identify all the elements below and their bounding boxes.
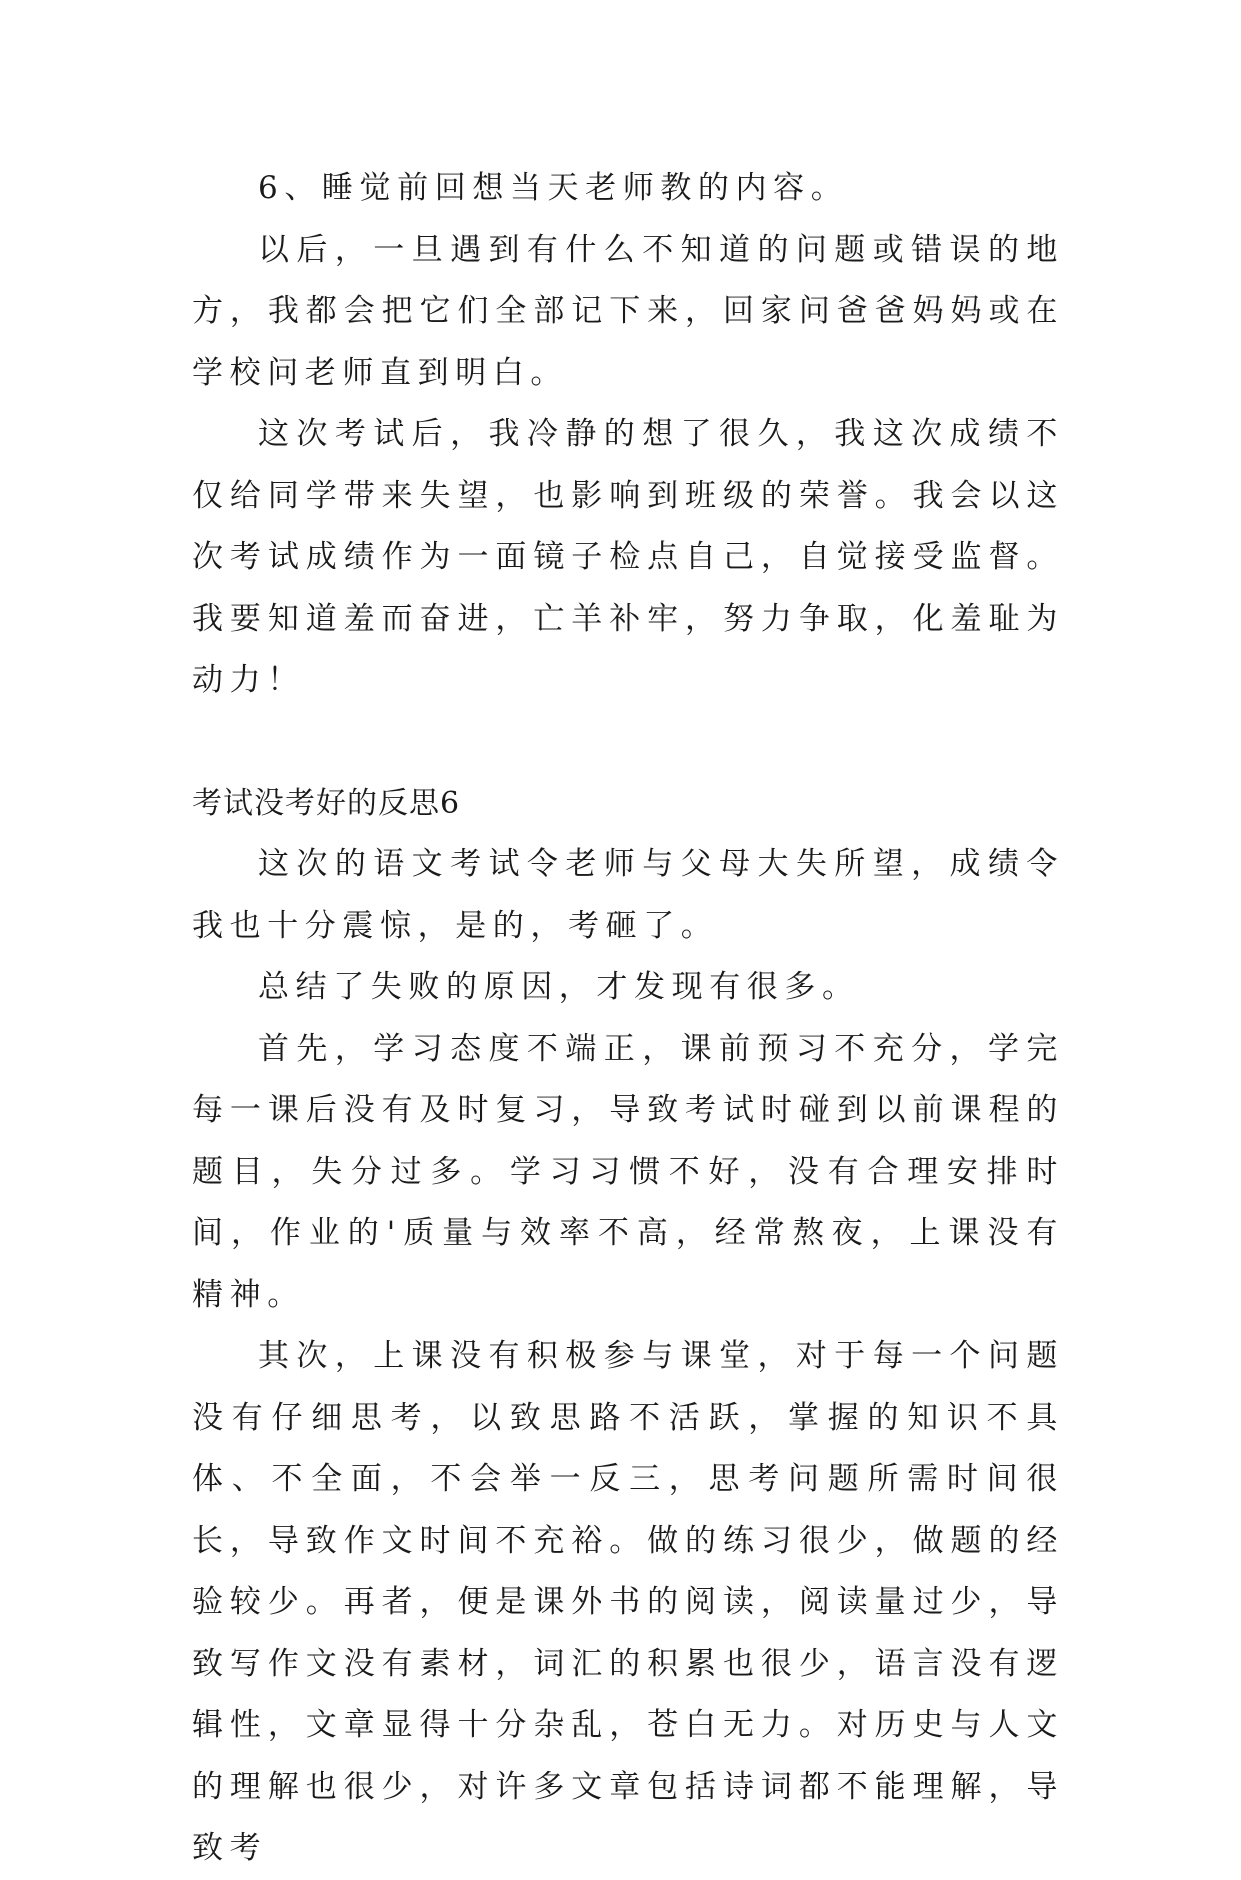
section-title: 考试没考好的反思6 [192,785,461,821]
paragraph-conclusion: 这次考试后，我冷静的想了很久，我这次成绩不仅给同学带来失望，也影响到班级的荣誉。我会以这次考试成绩作为一面镜子检点自己，自觉接受监督。我要知道羞而奋进，亡羊补牢，努力争取，化羞耻为动力！ [192,416,1064,698]
paragraph-second-reason: 其次，上课没有积极参与课堂，对于每一个问题没有仔细思考，以致思路不活跃，掌握的知识不具体、不全面，不会举一反三，思考问题所需时间很长，导致作文时间不充裕。做的练习很少，做题的经验较少。再者，便是课外书的阅读，阅读量过少，导致写作文没有素材，词汇的积累也很少，语言没有逻辑性，文章显得十分杂乱，苍白无力。对历史与人文的理解也很少，对许多文章包括诗词都不能理解，导致考 [192,1338,1064,1866]
paragraph-first-reason: 首先，学习态度不端正，课前预习不充分，学完每一课后没有及时复习，导致考试时碰到以前课程的题目，失分过多。学习习惯不好，没有合理安排时间，作业的'质量与效率不高，经常熬夜，上课没有精神。 [192,1030,1064,1313]
paragraph-record-mistakes: 以后，一旦遇到有什么不知道的问题或错误的地方，我都会把它们全部记下来，回家问爸爸妈妈或在学校问老师直到明白。 [192,231,1064,391]
paragraph-summary: 总结了失败的原因，才发现有很多。 [258,969,860,1005]
paragraph-tip-6: 6、睡觉前回想当天老师教的内容。 [258,170,849,206]
paragraph-intro: 这次的语文考试令老师与父母大失所望，成绩令我也十分震惊，是的，考砸了。 [192,846,1064,944]
document-body [192,158,1064,1880]
